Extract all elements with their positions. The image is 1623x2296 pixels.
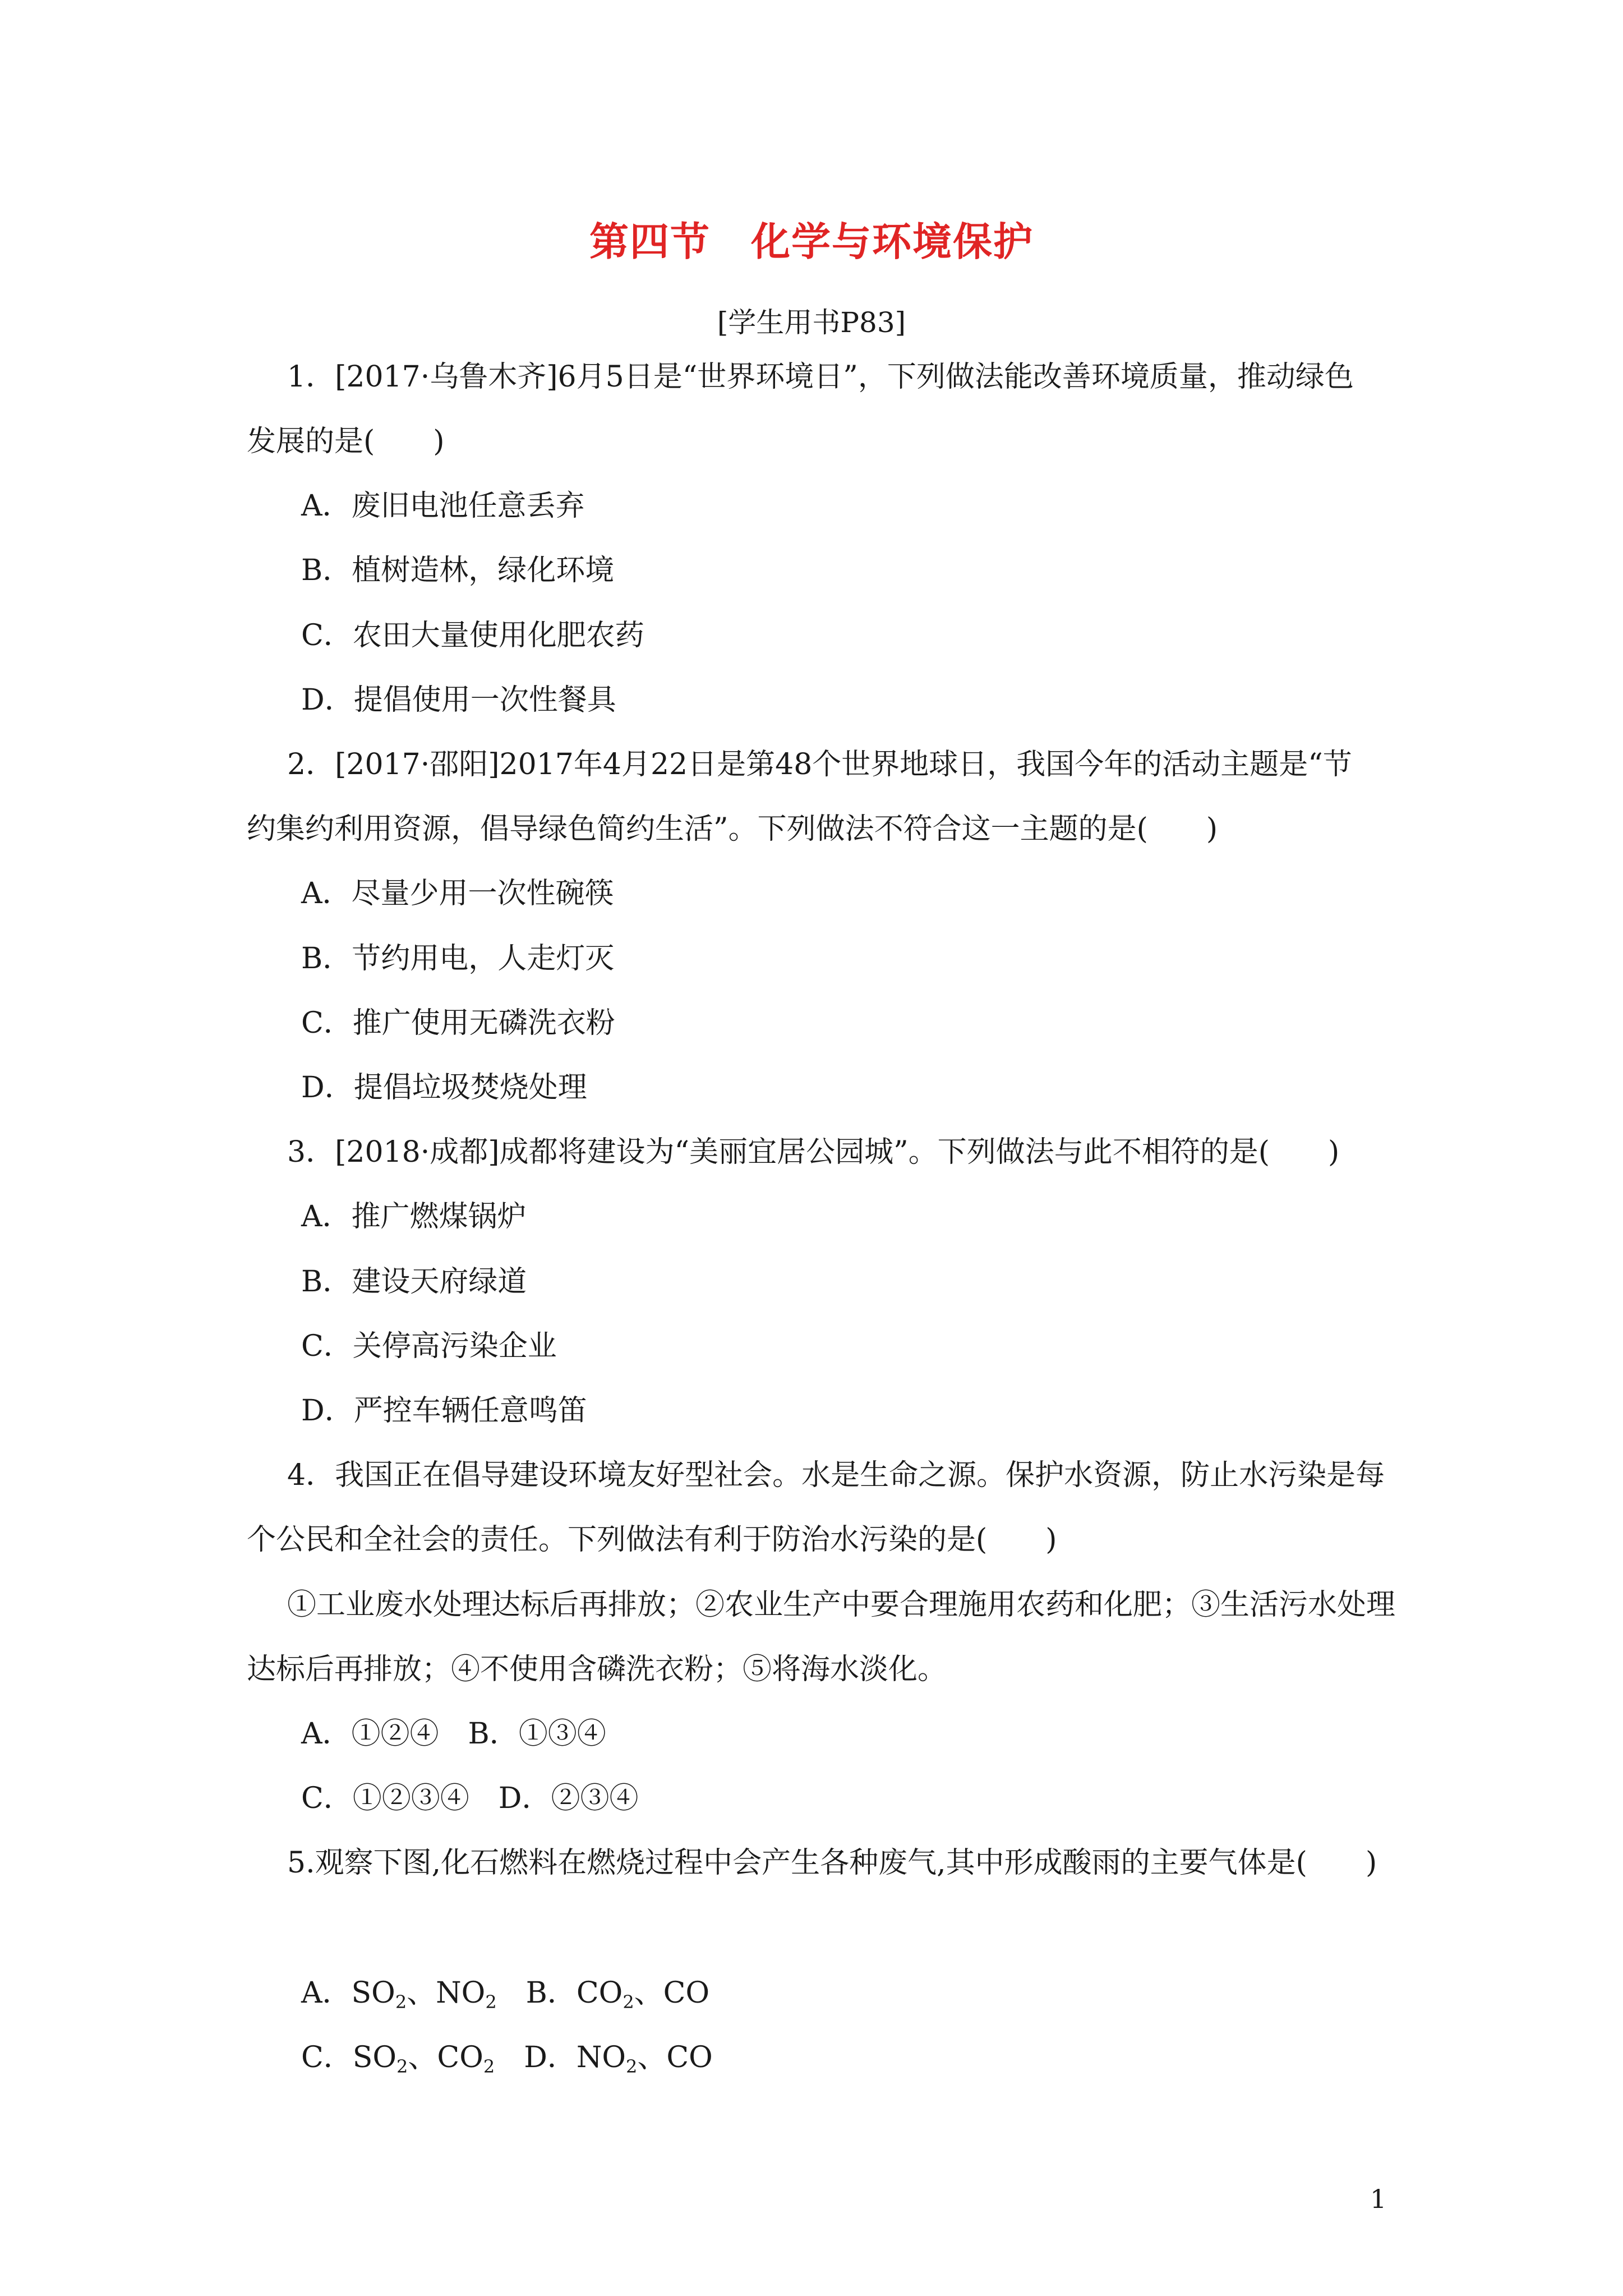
- question-4-options-row-1: A．①②④ B．①③④: [301, 1717, 606, 1751]
- question-1-option-c: C．农田大量使用化肥农药: [301, 619, 644, 652]
- page-title: 第四节 化学与环境保护: [589, 218, 1034, 265]
- question-5-stem-line-1: 5.观察下图,化石燃料在燃烧过程中会产生各种废气,其中形成酸雨的主要气体是( ): [287, 1846, 1377, 1880]
- question-1-option-a: A．废旧电池任意丢弃: [301, 489, 585, 523]
- question-2-stem-line-1: 2．[2017·邵阳]2017年4月22日是第48个世界地球日，我国今年的活动主题是“节: [287, 748, 1352, 781]
- question-2-option-c: C．推广使用无磷洗衣粉: [301, 1006, 615, 1040]
- question-2-option-d: D．提倡垃圾焚烧处理: [301, 1071, 587, 1105]
- question-3-option-b: B．建设天府绿道: [301, 1265, 527, 1299]
- question-2-option-b: B．节约用电，人走灯灭: [301, 942, 615, 976]
- question-3-option-c: C．关停高污染企业: [301, 1329, 557, 1363]
- question-1-stem-line-1: 1．[2017·乌鲁木齐]6月5日是“世界环境日”，下列做法能改善环境质量，推动绿色: [287, 360, 1354, 394]
- question-4-statement-line-2: 达标后再排放；④不使用含磷洗衣粉；⑤将海水淡化。: [247, 1653, 947, 1686]
- question-5-options-row-2: C．$SO_2$、$CO_2$ D．$NO_2$、CO: [301, 2041, 713, 2077]
- question-3-stem-line-1: 3．[2018·成都]成都将建设为“美丽宜居公园城”。下列做法与此不相符的是( ): [287, 1135, 1340, 1169]
- textbook-reference: [学生用书P83]: [717, 306, 906, 339]
- question-1-option-b: B．植树造林，绿化环境: [301, 554, 615, 587]
- question-2-stem-line-2: 约集约利用资源，倡导绿色简约生活”。下列做法不符合这一主题的是( ): [247, 812, 1218, 846]
- question-4-stem-line-2: 个公民和全社会的责任。下列做法有利于防治水污染的是( ): [247, 1523, 1057, 1557]
- question-5-options-row-1: A．$SO_2$、$NO_2$ B．$CO_2$、CO: [301, 1976, 710, 2013]
- question-3-option-d: D．严控车辆任意鸣笛: [301, 1394, 587, 1428]
- question-4-options-row-2: C．①②③④ D．②③④: [301, 1782, 639, 1815]
- question-1-stem-line-2: 发展的是( ): [247, 425, 445, 458]
- question-3-option-a: A．推广燃煤锅炉: [301, 1200, 527, 1234]
- question-2-option-a: A．尽量少用一次性碗筷: [301, 877, 614, 910]
- question-4-statement-line-1: ①工业废水处理达标后再排放；②农业生产中要合理施用农药和化肥；③生活污水处理: [287, 1588, 1396, 1622]
- page-number: 1: [1370, 2184, 1387, 2214]
- question-1-option-d: D．提倡使用一次性餐具: [301, 683, 616, 717]
- question-4-stem-line-1: 4．我国正在倡导建设环境友好型社会。水是生命之源。保护水资源，防止水污染是每: [287, 1458, 1385, 1492]
